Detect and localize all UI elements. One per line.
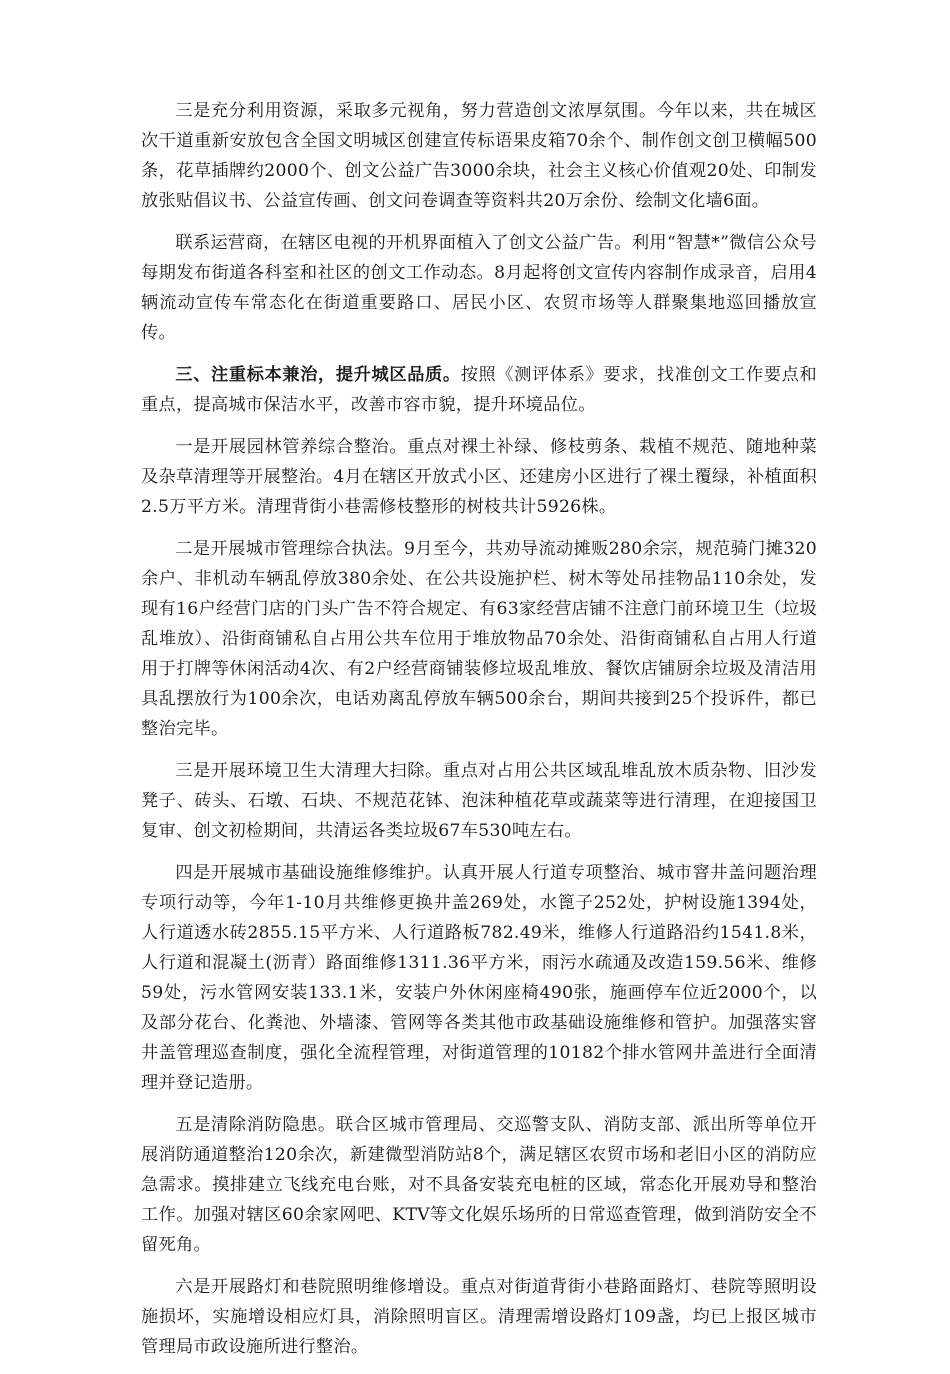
paragraph-text: 五是清除消防隐患。联合区城市管理局、交巡警支队、消防支部、派出所等单位开展消防通道整治120余次，新建微型消防站8个，满足辖区农贸市场和老旧小区的消防应急需求。摸排建立飞线充电台账，对不具备安装充电桩的区域，常态化开展劝导和整治工作。加强对辖区60余家网吧、KTV等文化娱乐场所的日常巡查管理，做到消防安全不留死角。	[141, 1115, 817, 1255]
section-heading: 三、注重标本兼治，提升城区品质。	[175, 365, 461, 385]
paragraph-9	[141, 1272, 817, 1362]
paragraph-2	[141, 228, 817, 348]
paragraph-text: 六是开展路灯和巷院照明维修增设。重点对街道背街小巷路面路灯、巷院等照明设施损坏，实施增设相应灯具，消除照明盲区。清理需增设路灯109盏，均已上报区城市管理局市政设施所进行整治。	[141, 1277, 817, 1357]
paragraph-4	[141, 432, 817, 522]
paragraph-text: 一是开展园林管养综合整治。重点对裸土补绿、修枝剪条、栽植不规范、随地种菜及杂草清理等开展整治。4月在辖区开放式小区、还建房小区进行了裸土覆绿，补植面积2.5万平方米。清理背街小巷需修枝整形的树枝共计5926株。	[141, 437, 817, 517]
paragraph-8	[141, 1110, 817, 1260]
paragraph-text: 三是开展环境卫生大清理大扫除。重点对占用公共区域乱堆乱放木质杂物、旧沙发凳子、砖头、石墩、石块、不规范花钵、泡沫种植花草或蔬菜等进行清理，在迎接国卫复审、创文初检期间，共清运各类垃圾67车530吨左右。	[141, 761, 817, 841]
paragraph-text: 三是充分利用资源，采取多元视角，努力营造创文浓厚氛围。今年以来，共在城区次干道重新安放包含全国文明城区创建宣传标语果皮箱70余个、制作创文创卫横幅500条，花草插牌约2000个、创文公益广告3000余块，社会主义核心价值观20处、印制发放张贴倡议书、公益宣传画、创文问卷调查等资料共20万余份、绘制文化墙6面。	[141, 101, 817, 211]
paragraph-1	[141, 96, 817, 216]
paragraph-text: 四是开展城市基础设施维修维护。认真开展人行道专项整治、城市窨井盖问题治理专项行动等，今年1-10月共维修更换井盖269处，水篦子252处，护树设施1394处，人行道透水砖2855.15平方米、人行道路板782.49米，维修人行道路沿约1541.8米，人行道和混凝土(沥青）路面维修1311.36平方米，雨污水疏通及改造159.56米、维修59处，污水管网安装133.1米，安装户外休闲座椅490张，施画停车位近2000个，以及部分花台、化粪池、外墙漆、管网等各类其他市政基础设施维修和管护。加强落实窨井盖管理巡查制度，强化全流程管理，对街道管理的10182个排水管网井盖进行全面清理并登记造册。	[141, 863, 817, 1093]
paragraph-7	[141, 858, 817, 1098]
section-three-paragraph	[141, 360, 817, 420]
paragraph-6	[141, 756, 817, 846]
document-page	[141, 96, 817, 1374]
paragraph-5	[141, 534, 817, 744]
paragraph-text: 按照《测评体系》要求，找准创文工作要点和重点，提高城市保洁水平，改善市容市貌，提升环境品位。	[141, 365, 817, 415]
paragraph-text: 联系运营商，在辖区电视的开机界面植入了创文公益广告。利用“智慧*”微信公众号每期发布街道各科室和社区的创文工作动态。8月起将创文宣传内容制作成录音，启用4辆流动宣传车常态化在街道重要路口、居民小区、农贸市场等人群聚集地巡回播放宣传。	[141, 233, 817, 343]
paragraph-text: 二是开展城市管理综合执法。9月至今，共劝导流动摊贩280余宗，规范骑门摊320余户、非机动车辆乱停放380余处、在公共设施护栏、树木等处吊挂物品110余处，发现有16户经营门店的门头广告不符合规定、有63家经营店铺不注意门前环境卫生（垃圾乱堆放）、沿街商铺私自占用公共车位用于堆放物品70余处、沿街商铺私自占用人行道用于打牌等休闲活动4次、有2户经营商铺装修垃圾乱堆放、餐饮店铺厨余垃圾及清洁用具乱摆放行为100余次，电话劝离乱停放车辆500余台，期间共接到25个投诉件，都已整治完毕。	[141, 539, 817, 739]
